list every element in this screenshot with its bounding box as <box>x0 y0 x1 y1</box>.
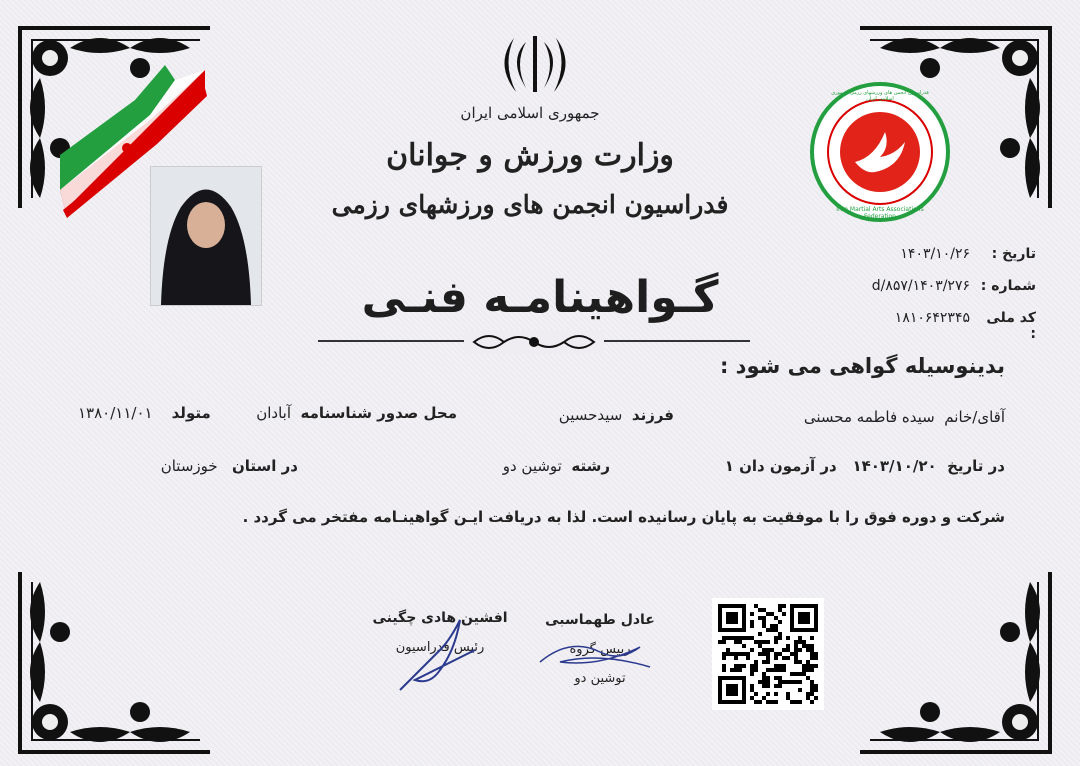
qr-code[interactable] <box>712 598 824 710</box>
iran-emblem-icon <box>500 32 570 96</box>
issue-label: محل صدور شناسنامه <box>300 404 457 422</box>
province-label: در استان <box>231 457 298 475</box>
father-name: سیدحسین <box>558 406 623 424</box>
field-name: توشین دو <box>502 457 562 475</box>
exam-date-label: در تاریخ <box>947 457 1005 475</box>
national-id-row <box>850 310 1036 342</box>
number-row <box>850 278 1036 294</box>
logo-ring-text-en: Iran Martial Arts Associations Federation <box>836 206 924 220</box>
date-row <box>850 246 1036 262</box>
exam-date: ۱۴۰۳/۱۰/۲۰ <box>852 457 937 475</box>
republic-line: جمهوری اسلامی ایران <box>460 104 600 122</box>
born-label: متولد <box>171 404 211 422</box>
person-line <box>804 408 1005 426</box>
person-name: سیده فاطمه محسنی <box>803 408 935 426</box>
qr-code-icon <box>712 598 824 710</box>
ministry-line: وزارت ورزش و جوانان <box>386 138 674 173</box>
group-signature <box>530 612 670 686</box>
intro-text: بدینوسیله گواهی می شود : <box>719 354 1005 378</box>
date-label: تاریخ : <box>991 246 1036 262</box>
ornament-divider-icon <box>464 330 604 354</box>
number-label: شماره : <box>980 278 1036 294</box>
president-signature-scribble <box>380 610 500 700</box>
closing-text: شرکت و دوره فوق را با موفقیت به پایان رسانیده است. لذا به دریافت ایـن گواهینـامه مفتخر می گردد . <box>242 508 1005 526</box>
group-title: رییس گروه <box>569 642 631 657</box>
group-field: توشین دو <box>574 671 626 686</box>
certificate-title: گـواهینامـه فنـی <box>361 272 719 323</box>
president-name: افشین هادی چگینی <box>372 610 508 626</box>
corner-ornament-icon <box>10 562 220 762</box>
exam-line <box>725 457 1005 475</box>
province-line <box>161 457 298 475</box>
exam-label: در آزمون دان ۱ <box>724 457 837 475</box>
federation-line: فدراسیون انجمن های ورزشهای رزمی <box>331 190 729 219</box>
federation-logo-icon <box>810 82 950 222</box>
date-value: ۱۴۰۳/۱۰/۲۶ <box>900 246 970 262</box>
national-id-label: کد ملی : <box>986 310 1036 342</box>
issue-place: آبادان <box>256 404 291 422</box>
born-line <box>78 404 211 422</box>
person-label: آقای/خانم <box>944 408 1005 426</box>
federation-logo <box>810 82 950 222</box>
born-value: ۱۳۸۰/۱۱/۰۱ <box>78 404 153 422</box>
field-line <box>503 457 610 475</box>
group-name: عادل طهماسبی <box>545 612 655 628</box>
president-signature <box>360 610 520 655</box>
national-id-value: ۱۸۱۰۶۴۲۳۴۵ <box>894 310 970 326</box>
province-name: خوزستان <box>160 457 218 475</box>
father-line <box>559 406 674 424</box>
corner-ornament-icon <box>850 562 1060 762</box>
group-signature-scribble <box>530 632 670 692</box>
father-label: فرزند <box>631 406 674 424</box>
number-value: ۱۴۰۳/۲۷۶/d/۸۵۷ <box>871 278 970 294</box>
issue-line <box>256 404 457 422</box>
president-title: رئیس فدراسیون <box>395 640 485 655</box>
profile-photo <box>150 166 262 306</box>
logo-ring-text-fa: فدراسیون انجمن های ورزشهای رزمی جمهوری اسلامی ایران <box>831 90 929 102</box>
field-label: رشته <box>571 457 610 475</box>
